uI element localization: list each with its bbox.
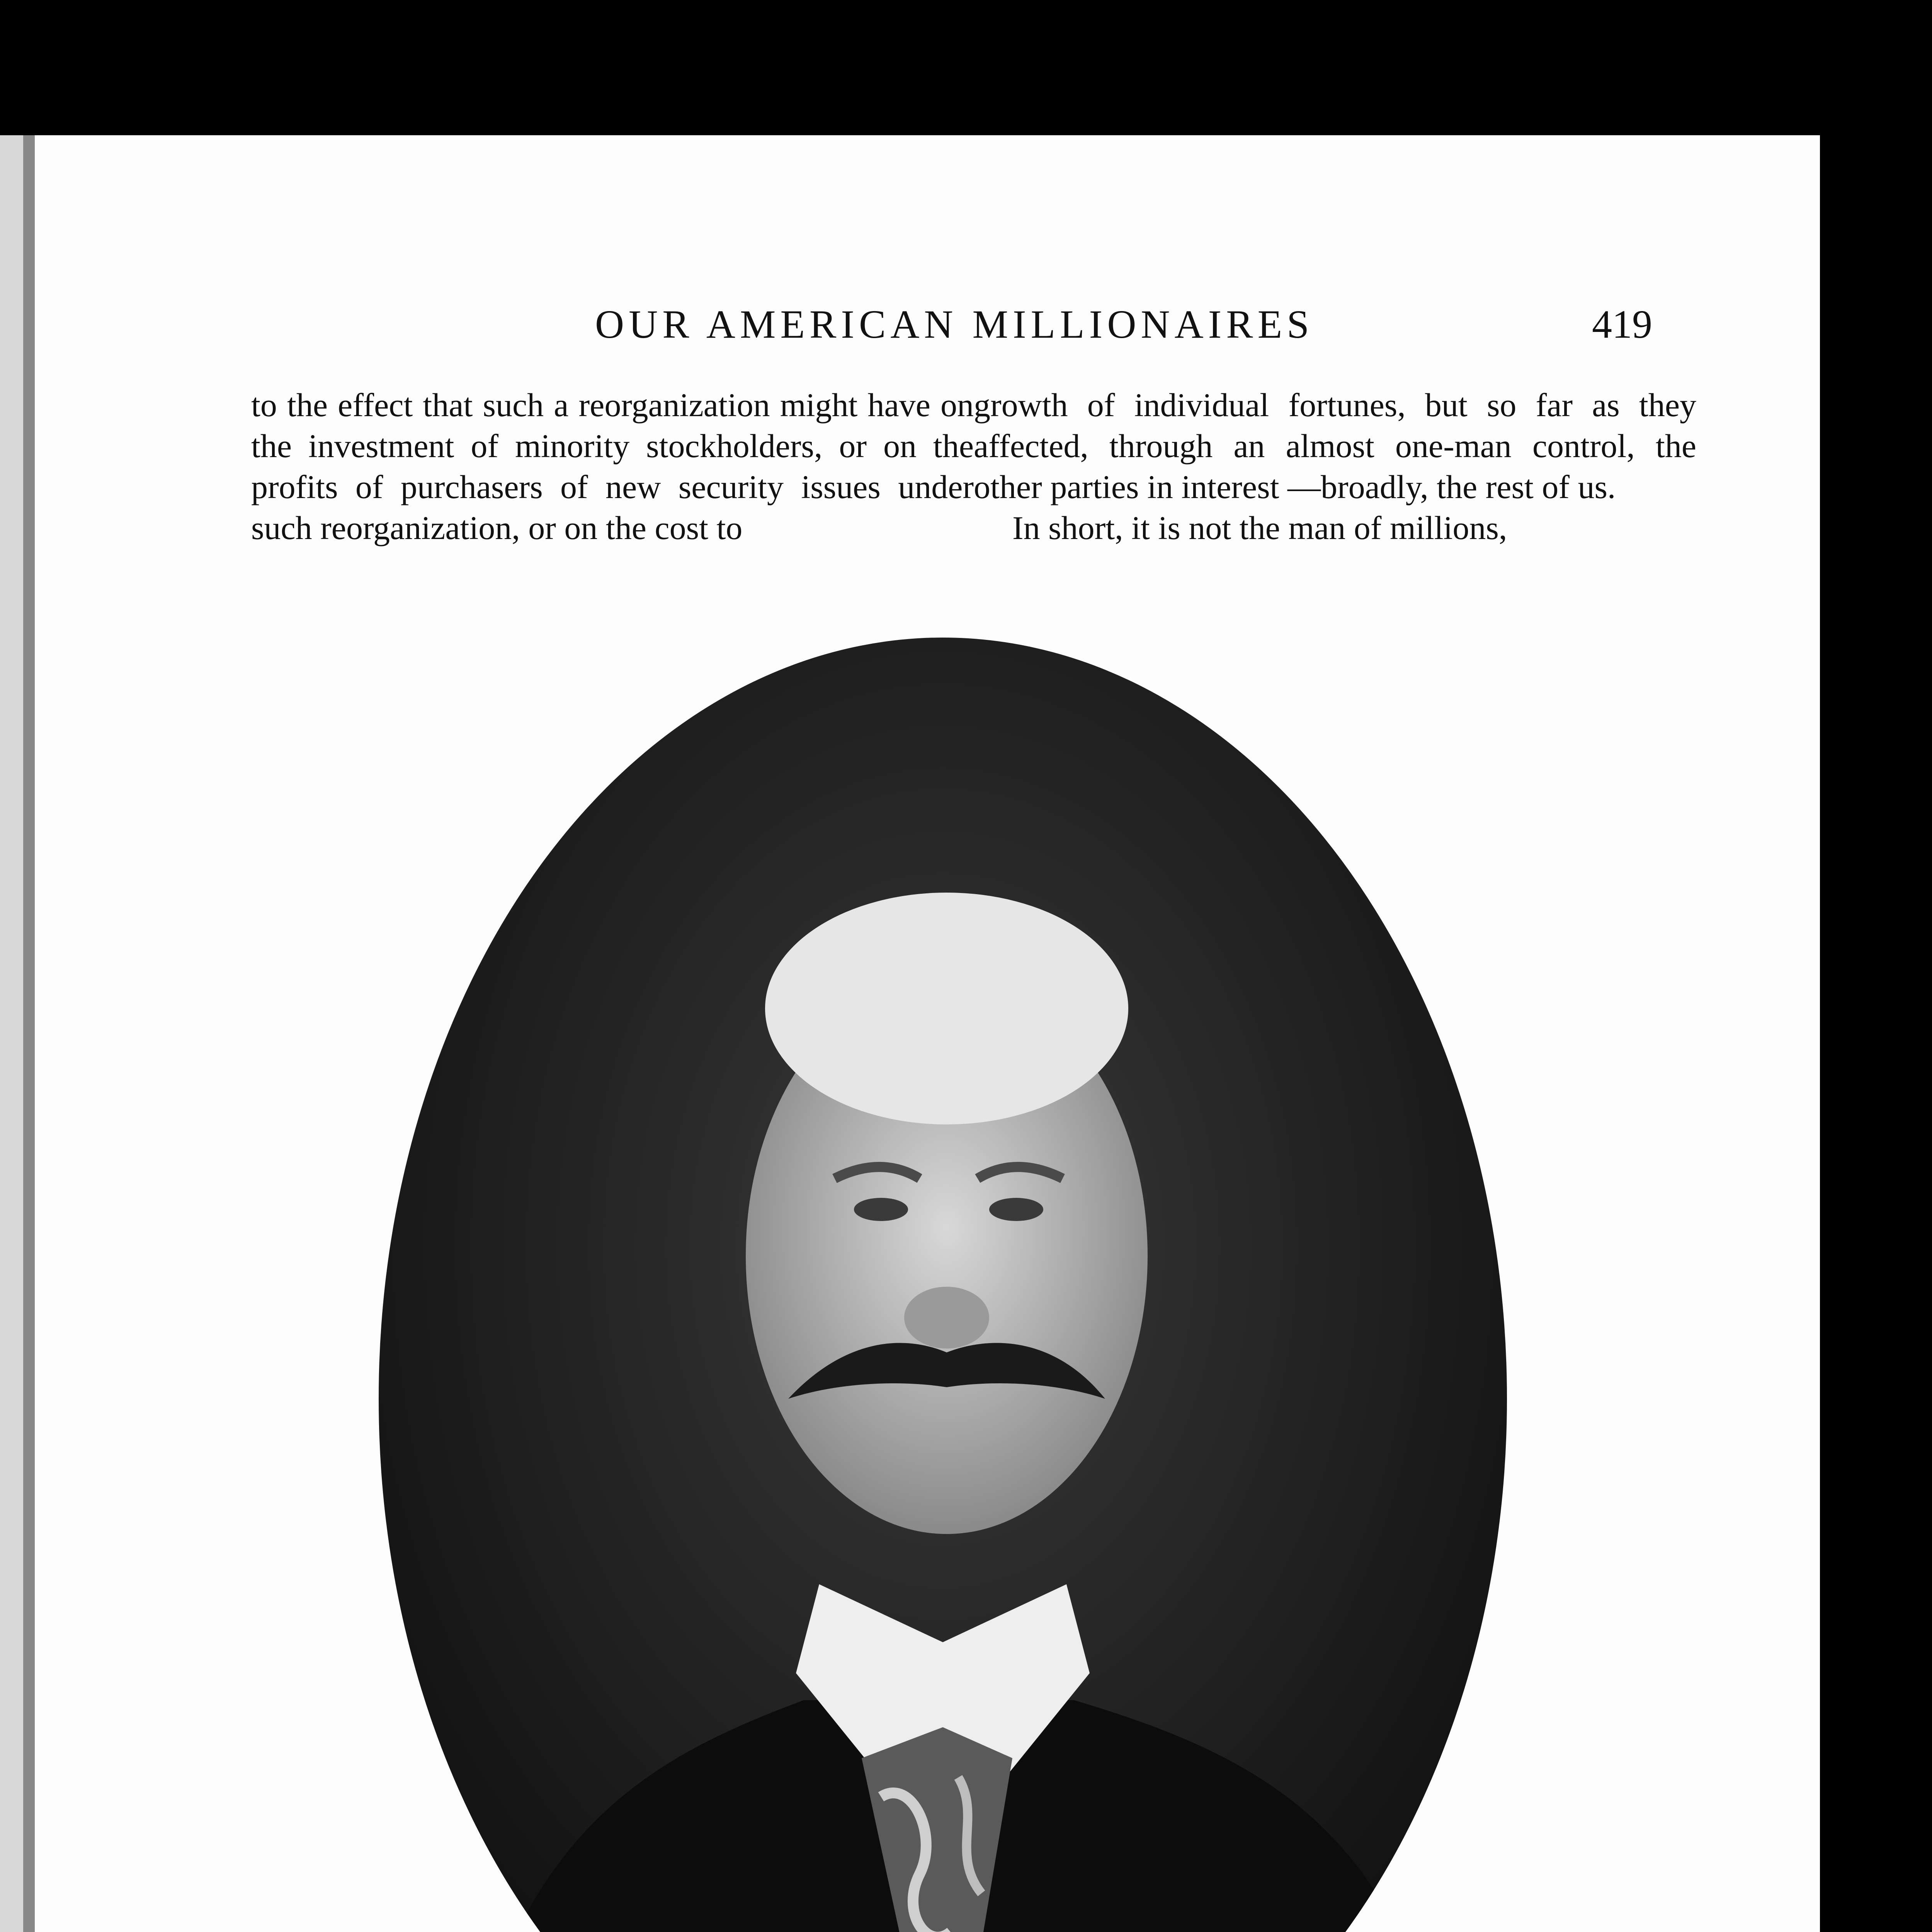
- text-column-top-left: [251, 384, 974, 548]
- page-number: 419: [1592, 302, 1652, 347]
- running-title: OUR AMERICAN MILLIONAIRES: [595, 302, 1314, 347]
- paragraph: to the effect that such a reorganization might have on the investment of minority stockholders, or on the profits of purchasers of new security issues under such reorganization, or on the cost to: [251, 386, 974, 546]
- page-header: [35, 301, 1820, 363]
- binding-shadow: [23, 135, 35, 1932]
- book-page: [35, 135, 1820, 1932]
- text-column-top-right: [974, 384, 1696, 548]
- portrait-photograph: [379, 638, 1507, 1932]
- paragraph: In short, it is not the man of millions,: [1012, 509, 1507, 546]
- paragraph: growth of individual fortunes, but so far as they affected, through an almost one-man control, the other parties in interest —broadly, the rest of us.: [974, 386, 1696, 505]
